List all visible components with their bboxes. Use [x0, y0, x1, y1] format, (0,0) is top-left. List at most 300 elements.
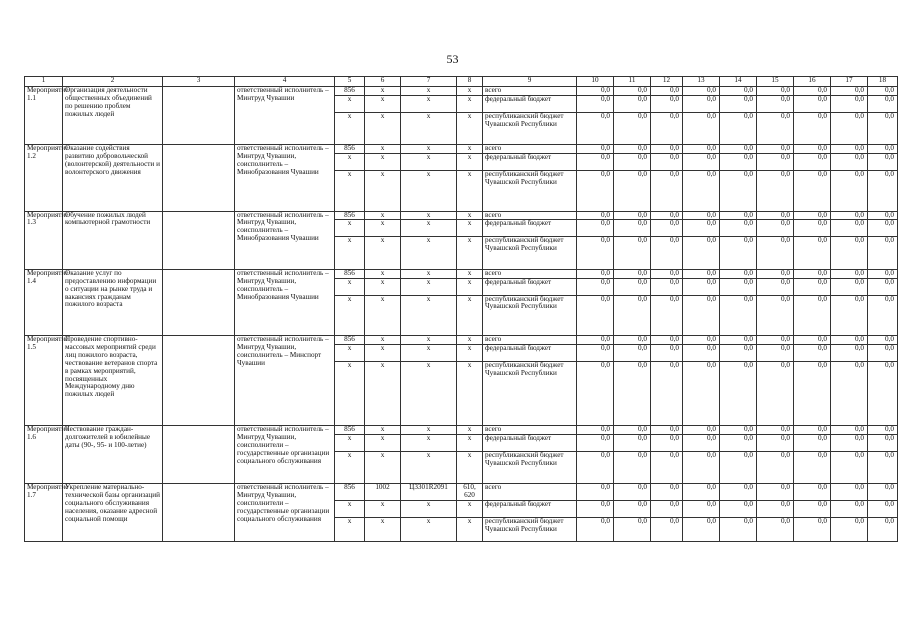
amount-cell: 0,0 — [831, 361, 868, 425]
code-cell: x — [457, 211, 483, 220]
amount-cell: 0,0 — [577, 171, 614, 212]
code-cell: x — [365, 211, 401, 220]
code-cell: x — [335, 451, 365, 484]
amount-cell: 0,0 — [794, 295, 831, 336]
amount-cell: 0,0 — [868, 220, 898, 237]
amount-cell: 0,0 — [577, 484, 614, 501]
code-cell: x — [335, 112, 365, 145]
amount-cell: 0,0 — [614, 425, 651, 434]
amount-cell: 0,0 — [614, 344, 651, 361]
activity-id: Мероприятие 1.7 — [25, 484, 63, 542]
code-cell: Ц3301R2091 — [401, 484, 457, 501]
code-cell: x — [401, 112, 457, 145]
funding-source: федеральный бюджет — [483, 95, 577, 112]
code-cell: x — [457, 434, 483, 451]
amount-cell: 0,0 — [831, 269, 868, 278]
amount-cell: 0,0 — [614, 361, 651, 425]
amount-cell: 0,0 — [683, 95, 720, 112]
amount-cell: 0,0 — [720, 484, 757, 501]
amount-cell: 0,0 — [794, 484, 831, 501]
code-cell: x — [365, 278, 401, 295]
code-cell: x — [457, 220, 483, 237]
code-cell: x — [365, 95, 401, 112]
amount-cell: 0,0 — [577, 517, 614, 542]
empty-cell — [163, 269, 235, 335]
activity-name: Оказание услуг по предоставлению информации о ситуации на рынке труда и вакансиях гражданам пожилого возраста — [63, 269, 163, 335]
funding-source: всего — [483, 269, 577, 278]
amount-cell: 0,0 — [720, 344, 757, 361]
amount-cell: 0,0 — [831, 344, 868, 361]
amount-cell: 0,0 — [651, 336, 683, 345]
amount-cell: 0,0 — [868, 425, 898, 434]
code-cell: 856 — [335, 336, 365, 345]
amount-cell: 0,0 — [720, 237, 757, 270]
code-cell: x — [365, 336, 401, 345]
amount-cell: 0,0 — [868, 95, 898, 112]
amount-cell: 0,0 — [614, 220, 651, 237]
code-cell: x — [457, 344, 483, 361]
activity-name: Оказание содействия развитию добровольческой (волонтерской) деятельности и волонтерского движения — [63, 145, 163, 211]
column-number-row — [25, 77, 898, 87]
amount-cell: 0,0 — [577, 451, 614, 484]
funding-source: республиканский бюджет Чувашской Республики — [483, 361, 577, 425]
column-header: 5 — [335, 77, 365, 87]
amount-cell: 0,0 — [868, 517, 898, 542]
code-cell: x — [335, 501, 365, 518]
amount-cell: 0,0 — [651, 484, 683, 501]
amount-cell: 0,0 — [720, 425, 757, 434]
funding-source: республиканский бюджет Чувашской Республики — [483, 171, 577, 212]
amount-cell: 0,0 — [720, 95, 757, 112]
funding-source: федеральный бюджет — [483, 154, 577, 171]
code-cell: x — [365, 220, 401, 237]
code-cell: x — [335, 361, 365, 425]
amount-cell: 0,0 — [720, 361, 757, 425]
amount-cell: 0,0 — [757, 112, 794, 145]
empty-cell — [163, 336, 235, 426]
code-cell: x — [335, 344, 365, 361]
column-header: 15 — [757, 77, 794, 87]
amount-cell: 0,0 — [868, 269, 898, 278]
code-cell: x — [365, 154, 401, 171]
code-cell: x — [401, 425, 457, 434]
amount-cell: 0,0 — [831, 95, 868, 112]
amount-cell: 0,0 — [614, 269, 651, 278]
amount-cell: 0,0 — [720, 295, 757, 336]
amount-cell: 0,0 — [651, 344, 683, 361]
activity-name: Обучение пожилых людей компьютерной грамотности — [63, 211, 163, 269]
amount-cell: 0,0 — [831, 434, 868, 451]
amount-cell: 0,0 — [683, 112, 720, 145]
amount-cell: 0,0 — [614, 434, 651, 451]
amount-cell: 0,0 — [577, 269, 614, 278]
amount-cell: 0,0 — [614, 295, 651, 336]
code-cell: x — [457, 112, 483, 145]
code-cell: x — [335, 295, 365, 336]
code-cell: x — [335, 237, 365, 270]
amount-cell: 0,0 — [720, 112, 757, 145]
code-cell: x — [457, 87, 483, 96]
amount-cell: 0,0 — [794, 269, 831, 278]
amount-cell: 0,0 — [720, 87, 757, 96]
amount-cell: 0,0 — [757, 154, 794, 171]
amount-cell: 0,0 — [651, 87, 683, 96]
code-cell: 856 — [335, 425, 365, 434]
code-cell: x — [401, 361, 457, 425]
amount-cell: 0,0 — [577, 501, 614, 518]
amount-cell: 0,0 — [577, 425, 614, 434]
amount-cell: 0,0 — [831, 425, 868, 434]
table-row — [25, 87, 898, 96]
empty-cell — [163, 145, 235, 211]
amount-cell: 0,0 — [720, 211, 757, 220]
amount-cell: 0,0 — [651, 361, 683, 425]
amount-cell: 0,0 — [720, 517, 757, 542]
code-cell: x — [401, 278, 457, 295]
amount-cell: 0,0 — [794, 112, 831, 145]
amount-cell: 0,0 — [831, 295, 868, 336]
amount-cell: 0,0 — [757, 220, 794, 237]
amount-cell: 0,0 — [794, 451, 831, 484]
amount-cell: 0,0 — [720, 451, 757, 484]
funding-source: республиканский бюджет Чувашской Республики — [483, 451, 577, 484]
amount-cell: 0,0 — [794, 434, 831, 451]
amount-cell: 0,0 — [614, 154, 651, 171]
table-row — [25, 211, 898, 220]
amount-cell: 0,0 — [757, 269, 794, 278]
table-row — [25, 145, 898, 154]
amount-cell: 0,0 — [794, 171, 831, 212]
code-cell: 610, 620 — [457, 484, 483, 501]
amount-cell: 0,0 — [614, 95, 651, 112]
empty-cell — [163, 87, 235, 145]
column-header: 10 — [577, 77, 614, 87]
amount-cell: 0,0 — [868, 145, 898, 154]
code-cell: x — [335, 154, 365, 171]
activity-executors: ответственный исполнитель – Минтруд Чувашии, соисполнители – государственные организации социального обслуживания — [235, 425, 335, 483]
amount-cell: 0,0 — [651, 211, 683, 220]
amount-cell: 0,0 — [651, 269, 683, 278]
amount-cell: 0,0 — [614, 87, 651, 96]
activity-id: Мероприятие 1.3 — [25, 211, 63, 269]
amount-cell: 0,0 — [683, 211, 720, 220]
amount-cell: 0,0 — [868, 295, 898, 336]
column-header: 14 — [720, 77, 757, 87]
empty-cell — [163, 425, 235, 483]
column-header: 1 — [25, 77, 63, 87]
amount-cell: 0,0 — [794, 344, 831, 361]
amount-cell: 0,0 — [614, 171, 651, 212]
amount-cell: 0,0 — [831, 336, 868, 345]
column-header: 9 — [483, 77, 577, 87]
code-cell: x — [457, 295, 483, 336]
amount-cell: 0,0 — [868, 112, 898, 145]
amount-cell: 0,0 — [577, 344, 614, 361]
amount-cell: 0,0 — [683, 154, 720, 171]
amount-cell: 0,0 — [683, 344, 720, 361]
code-cell: x — [335, 220, 365, 237]
amount-cell: 0,0 — [720, 171, 757, 212]
funding-source: всего — [483, 425, 577, 434]
amount-cell: 0,0 — [683, 145, 720, 154]
table-row — [25, 269, 898, 278]
code-cell: x — [365, 517, 401, 542]
amount-cell: 0,0 — [831, 237, 868, 270]
amount-cell: 0,0 — [794, 336, 831, 345]
activity-name: Чествование граждан-долгожителей в юбилейные даты (90-, 95- и 100-летие) — [63, 425, 163, 483]
code-cell: 856 — [335, 145, 365, 154]
amount-cell: 0,0 — [794, 145, 831, 154]
amount-cell: 0,0 — [794, 278, 831, 295]
amount-cell: 0,0 — [757, 145, 794, 154]
amount-cell: 0,0 — [794, 517, 831, 542]
code-cell: x — [365, 344, 401, 361]
amount-cell: 0,0 — [868, 344, 898, 361]
amount-cell: 0,0 — [614, 278, 651, 295]
funding-source: республиканский бюджет Чувашской Республики — [483, 517, 577, 542]
funding-source: республиканский бюджет Чувашской Республики — [483, 112, 577, 145]
code-cell: x — [457, 269, 483, 278]
code-cell: x — [401, 171, 457, 212]
amount-cell: 0,0 — [651, 434, 683, 451]
amount-cell: 0,0 — [577, 112, 614, 145]
code-cell: x — [401, 269, 457, 278]
amount-cell: 0,0 — [651, 145, 683, 154]
amount-cell: 0,0 — [868, 87, 898, 96]
activity-executors: ответственный исполнитель – Минтруд Чувашии — [235, 87, 335, 145]
empty-cell — [163, 484, 235, 542]
amount-cell: 0,0 — [577, 87, 614, 96]
amount-cell: 0,0 — [614, 517, 651, 542]
amount-cell: 0,0 — [683, 295, 720, 336]
column-header: 11 — [614, 77, 651, 87]
amount-cell: 0,0 — [720, 501, 757, 518]
code-cell: x — [457, 171, 483, 212]
amount-cell: 0,0 — [831, 501, 868, 518]
code-cell: x — [335, 434, 365, 451]
amount-cell: 0,0 — [757, 451, 794, 484]
amount-cell: 0,0 — [577, 154, 614, 171]
amount-cell: 0,0 — [868, 484, 898, 501]
code-cell: x — [457, 154, 483, 171]
amount-cell: 0,0 — [831, 451, 868, 484]
code-cell: x — [365, 434, 401, 451]
code-cell: x — [365, 171, 401, 212]
table-row — [25, 484, 898, 501]
amount-cell: 0,0 — [794, 220, 831, 237]
code-cell: x — [335, 278, 365, 295]
column-header: 17 — [831, 77, 868, 87]
activity-id: Мероприятие 1.5 — [25, 336, 63, 426]
amount-cell: 0,0 — [720, 220, 757, 237]
amount-cell: 0,0 — [794, 95, 831, 112]
amount-cell: 0,0 — [831, 220, 868, 237]
column-header: 8 — [457, 77, 483, 87]
code-cell: 856 — [335, 211, 365, 220]
code-cell: x — [457, 336, 483, 345]
code-cell: x — [401, 220, 457, 237]
amount-cell: 0,0 — [757, 361, 794, 425]
activity-id: Мероприятие 1.1 — [25, 87, 63, 145]
amount-cell: 0,0 — [757, 517, 794, 542]
amount-cell: 0,0 — [683, 237, 720, 270]
funding-source: всего — [483, 87, 577, 96]
code-cell: x — [457, 278, 483, 295]
activity-name: Организация деятельности общественных объединений по решению проблем пожилых людей — [63, 87, 163, 145]
amount-cell: 0,0 — [831, 211, 868, 220]
column-header: 6 — [365, 77, 401, 87]
amount-cell: 0,0 — [683, 171, 720, 212]
code-cell: x — [401, 336, 457, 345]
amount-cell: 0,0 — [794, 211, 831, 220]
amount-cell: 0,0 — [614, 451, 651, 484]
table-row — [25, 336, 898, 345]
code-cell: 856 — [335, 484, 365, 501]
amount-cell: 0,0 — [868, 361, 898, 425]
amount-cell: 0,0 — [683, 278, 720, 295]
code-cell: x — [401, 145, 457, 154]
amount-cell: 0,0 — [831, 278, 868, 295]
amount-cell: 0,0 — [757, 344, 794, 361]
amount-cell: 0,0 — [577, 95, 614, 112]
code-cell: x — [401, 211, 457, 220]
empty-cell — [163, 211, 235, 269]
funding-source: федеральный бюджет — [483, 434, 577, 451]
amount-cell: 0,0 — [577, 278, 614, 295]
amount-cell: 0,0 — [831, 112, 868, 145]
amount-cell: 0,0 — [614, 112, 651, 145]
funding-source: федеральный бюджет — [483, 278, 577, 295]
code-cell: x — [457, 237, 483, 270]
amount-cell: 0,0 — [614, 237, 651, 270]
amount-cell: 0,0 — [794, 154, 831, 171]
funding-source: федеральный бюджет — [483, 501, 577, 518]
code-cell: x — [401, 95, 457, 112]
budget-table — [24, 76, 898, 542]
code-cell: x — [365, 451, 401, 484]
amount-cell: 0,0 — [577, 237, 614, 270]
code-cell: x — [401, 154, 457, 171]
code-cell: x — [365, 425, 401, 434]
amount-cell: 0,0 — [683, 451, 720, 484]
amount-cell: 0,0 — [577, 220, 614, 237]
amount-cell: 0,0 — [651, 451, 683, 484]
activity-executors: ответственный исполнитель – Минтруд Чувашии, соисполнитель – Минобразования Чувашии — [235, 145, 335, 211]
amount-cell: 0,0 — [794, 237, 831, 270]
amount-cell: 0,0 — [831, 154, 868, 171]
amount-cell: 0,0 — [683, 269, 720, 278]
amount-cell: 0,0 — [720, 278, 757, 295]
code-cell: 1002 — [365, 484, 401, 501]
amount-cell: 0,0 — [651, 278, 683, 295]
amount-cell: 0,0 — [794, 501, 831, 518]
amount-cell: 0,0 — [757, 237, 794, 270]
code-cell: x — [401, 295, 457, 336]
code-cell: x — [401, 451, 457, 484]
amount-cell: 0,0 — [683, 501, 720, 518]
amount-cell: 0,0 — [683, 336, 720, 345]
amount-cell: 0,0 — [757, 87, 794, 96]
funding-source: федеральный бюджет — [483, 220, 577, 237]
amount-cell: 0,0 — [651, 517, 683, 542]
code-cell: x — [335, 171, 365, 212]
amount-cell: 0,0 — [651, 171, 683, 212]
amount-cell: 0,0 — [651, 95, 683, 112]
code-cell: x — [401, 501, 457, 518]
code-cell: x — [401, 87, 457, 96]
code-cell: 856 — [335, 87, 365, 96]
amount-cell: 0,0 — [868, 154, 898, 171]
page-number: 53 — [446, 52, 459, 66]
column-header: 7 — [401, 77, 457, 87]
amount-cell: 0,0 — [651, 425, 683, 434]
amount-cell: 0,0 — [831, 171, 868, 212]
amount-cell: 0,0 — [794, 425, 831, 434]
amount-cell: 0,0 — [651, 154, 683, 171]
amount-cell: 0,0 — [683, 87, 720, 96]
amount-cell: 0,0 — [720, 154, 757, 171]
amount-cell: 0,0 — [614, 211, 651, 220]
column-header: 12 — [651, 77, 683, 87]
amount-cell: 0,0 — [651, 295, 683, 336]
amount-cell: 0,0 — [683, 434, 720, 451]
column-header: 2 — [63, 77, 163, 87]
code-cell: x — [365, 295, 401, 336]
code-cell: x — [335, 517, 365, 542]
amount-cell: 0,0 — [720, 145, 757, 154]
amount-cell: 0,0 — [831, 484, 868, 501]
amount-cell: 0,0 — [868, 237, 898, 270]
activity-name: Проведение спортивно-массовых мероприятий среди лиц пожилого возраста, чествование ветеранов спорта в рамках мероприятий, посвященных Международному дню пожилых людей — [63, 336, 163, 426]
amount-cell: 0,0 — [757, 295, 794, 336]
code-cell: x — [457, 95, 483, 112]
activity-id: Мероприятие 1.4 — [25, 269, 63, 335]
activity-name: Укрепление материально-технической базы организаций социального обслуживания населения, оказание адресной социальной помощи — [63, 484, 163, 542]
amount-cell: 0,0 — [651, 501, 683, 518]
activity-executors: ответственный исполнитель – Минтруд Чувашии, соисполнитель – Минобразования Чувашии — [235, 269, 335, 335]
amount-cell: 0,0 — [757, 211, 794, 220]
amount-cell: 0,0 — [577, 295, 614, 336]
amount-cell: 0,0 — [651, 220, 683, 237]
amount-cell: 0,0 — [577, 434, 614, 451]
activity-executors: ответственный исполнитель – Минтруд Чувашии, соисполнитель – Минобразования Чувашии — [235, 211, 335, 269]
amount-cell: 0,0 — [868, 278, 898, 295]
amount-cell: 0,0 — [683, 517, 720, 542]
amount-cell: 0,0 — [651, 112, 683, 145]
column-header: 4 — [235, 77, 335, 87]
amount-cell: 0,0 — [831, 517, 868, 542]
amount-cell: 0,0 — [720, 434, 757, 451]
column-header: 3 — [163, 77, 235, 87]
code-cell: x — [365, 269, 401, 278]
code-cell: x — [457, 361, 483, 425]
funding-source: всего — [483, 211, 577, 220]
amount-cell: 0,0 — [868, 451, 898, 484]
code-cell: x — [457, 501, 483, 518]
column-header: 13 — [683, 77, 720, 87]
code-cell: x — [335, 95, 365, 112]
amount-cell: 0,0 — [757, 501, 794, 518]
amount-cell: 0,0 — [614, 484, 651, 501]
code-cell: x — [365, 237, 401, 270]
amount-cell: 0,0 — [757, 434, 794, 451]
funding-source: республиканский бюджет Чувашской Республики — [483, 237, 577, 270]
amount-cell: 0,0 — [794, 361, 831, 425]
amount-cell: 0,0 — [614, 145, 651, 154]
amount-cell: 0,0 — [868, 171, 898, 212]
code-cell: x — [365, 145, 401, 154]
amount-cell: 0,0 — [868, 501, 898, 518]
